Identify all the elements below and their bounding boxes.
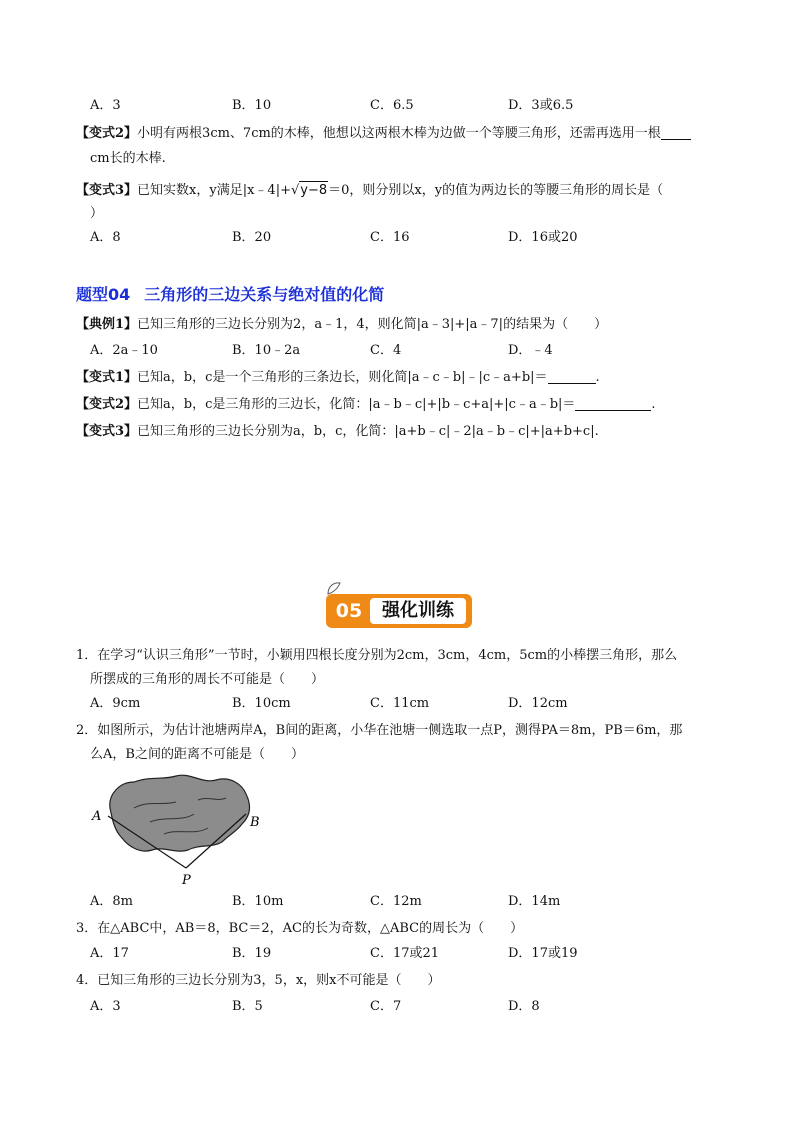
variant2-line1	[76, 125, 691, 143]
option-c: C．7	[370, 999, 402, 1014]
option-d: D．17或19	[508, 946, 578, 961]
option-b: B．10m	[232, 894, 284, 909]
option-a: A．17	[90, 946, 129, 961]
question3-line1: 3．在△ABC中，AB＝8，BC＝2，AC的长为奇数，△ABC的周长为（ ）	[76, 921, 524, 936]
option-d: D．﹣4	[508, 343, 553, 358]
sub-variant2-end: .	[651, 397, 656, 412]
option-a: A．9cm	[90, 696, 141, 711]
option-c: C．6.5	[370, 98, 414, 113]
variant3-line2: ）	[90, 206, 104, 221]
option-b: B．10	[232, 98, 272, 113]
question1-line2: 所摆成的三角形的周长不可能是（ ）	[90, 672, 325, 687]
section-label: 题型04	[76, 285, 131, 304]
sub-variant3-line	[76, 423, 599, 441]
example1-text: 已知三角形的三边长分别为2，a﹣1，4，则化简|a﹣3|+|a﹣7|的结果为（ ）	[137, 317, 608, 332]
answer-blank[interactable]	[548, 369, 596, 384]
option-d: D．12cm	[508, 696, 568, 711]
option-d: D．14m	[508, 894, 561, 909]
option-d: D．8	[508, 999, 540, 1014]
sqrt-sign: √	[290, 183, 300, 198]
option-a: A．8m	[90, 894, 133, 909]
sub-variant3-text: 已知三角形的三边长分别为a，b，c，化简：|a+b﹣c|﹣2|a﹣b﹣c|+|a+b+c|.	[137, 424, 599, 439]
option-a: A．2a﹣10	[90, 343, 158, 358]
option-c: C．17或21	[370, 946, 440, 961]
answer-blank[interactable]	[575, 396, 651, 411]
question2-line2: 么A，B之间的距离不可能是（ ）	[90, 747, 304, 762]
section-heading	[76, 282, 398, 305]
question2-line1: 2．如图所示，为估计池塘两岸A，B间的距离，小华在池塘一侧选取一点P，测得PA＝8m，PB＝6m，那	[76, 723, 683, 738]
option-b: B．19	[232, 946, 272, 961]
sub-variant2-tag: 【变式2】	[76, 397, 138, 412]
pond-figure	[90, 770, 290, 888]
variant2-tag: 【变式2】	[76, 126, 138, 141]
badge-title: 强化训练	[370, 598, 466, 624]
point-a-label: A	[92, 809, 102, 824]
variant3-line1	[76, 181, 663, 200]
section-title: 三角形的三边关系与绝对值的化简	[144, 285, 385, 304]
point-b-label: B	[250, 815, 260, 830]
example1-tag: 【典例1】	[76, 317, 138, 332]
sub-variant3-tag: 【变式3】	[76, 424, 138, 439]
variant3-text-b: ＝0，则分别以x，y的值为两边长的等腰三角形的周长是（	[328, 183, 664, 198]
option-a: A．3	[90, 98, 121, 113]
question1-line1: 1．在学习“认识三角形”一节时，小颖用四根长度分别为2cm，3cm，4cm，5cm的小棒摆三角形，那么	[76, 648, 678, 663]
sub-variant1-tag: 【变式1】	[76, 370, 138, 385]
question4-line1: 4．已知三角形的三边长分别为3，5，x，则x不可能是（ ）	[76, 973, 441, 988]
option-d: D．16或20	[508, 230, 578, 245]
sub-variant2-line	[76, 396, 656, 414]
sub-variant1-end: .	[595, 370, 600, 385]
sub-variant1-line	[76, 369, 600, 387]
option-c: C．11cm	[370, 696, 430, 711]
option-b: B．10cm	[232, 696, 291, 711]
pond-shape	[110, 775, 250, 851]
option-c: C．16	[370, 230, 410, 245]
variant2-line2: cm长的木棒.	[90, 151, 166, 166]
example1-line	[76, 316, 607, 334]
point-p-label: P	[182, 873, 191, 888]
answer-blank[interactable]	[661, 125, 691, 140]
option-a: A．3	[90, 999, 121, 1014]
sub-variant2-text: 已知a，b，c是三角形的三边长，化简：|a﹣b﹣c|+|b﹣c+a|+|c﹣a﹣b|＝	[137, 397, 576, 412]
option-c: C．4	[370, 343, 402, 358]
variant2-text: 小明有两根3cm、7cm的木棒，他想以这两根木棒为边做一个等腰三角形，还需再选用一根	[137, 126, 661, 141]
option-c: C．12m	[370, 894, 422, 909]
sub-variant1-text: 已知a，b，c是一个三角形的三条边长，则化简|a﹣c﹣b|﹣|c﹣a+b|＝	[137, 370, 548, 385]
option-b: B．10﹣2a	[232, 343, 301, 358]
option-d: D．3或6.5	[508, 98, 574, 113]
sqrt-radicand: y−8	[300, 183, 328, 198]
option-b: B．20	[232, 230, 272, 245]
badge-number: 05	[335, 600, 363, 622]
variant3-text-a: 已知实数x，y满足|x﹣4|+	[137, 183, 291, 198]
variant3-tag: 【变式3】	[76, 183, 138, 198]
option-a: A．8	[90, 230, 121, 245]
section-badge	[326, 594, 472, 628]
option-b: B．5	[232, 999, 263, 1014]
